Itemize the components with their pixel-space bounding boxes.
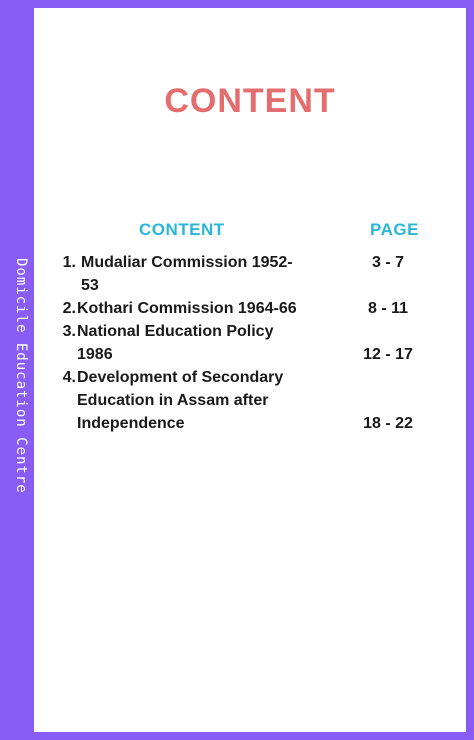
content-page [34, 8, 466, 732]
toc-title: Kothari Commission 1964-66 [77, 300, 297, 317]
page-column-header: PAGE [370, 220, 419, 239]
page-title: CONTENT [164, 82, 336, 120]
toc-number: 2. [62, 300, 76, 317]
toc-number: 3. [62, 323, 76, 340]
content-column-header: CONTENT [139, 220, 225, 239]
toc-number: 1. [62, 254, 76, 271]
toc-title: National Education Policy 1986 [77, 323, 274, 363]
toc-pages: 12 - 17 [363, 346, 413, 363]
toc-pages: 3 - 7 [371, 254, 404, 271]
toc-number: 4. [62, 369, 76, 386]
side-brand-label: Domicile Education Centre [13, 258, 29, 494]
toc-pages: 8 - 11 [367, 300, 409, 317]
toc-title: Development of Secondary Education in Assam after Independence [77, 369, 284, 432]
toc-pages: 18 - 22 [363, 415, 413, 432]
toc-title: Mudaliar Commission 1952-53 [81, 254, 293, 294]
